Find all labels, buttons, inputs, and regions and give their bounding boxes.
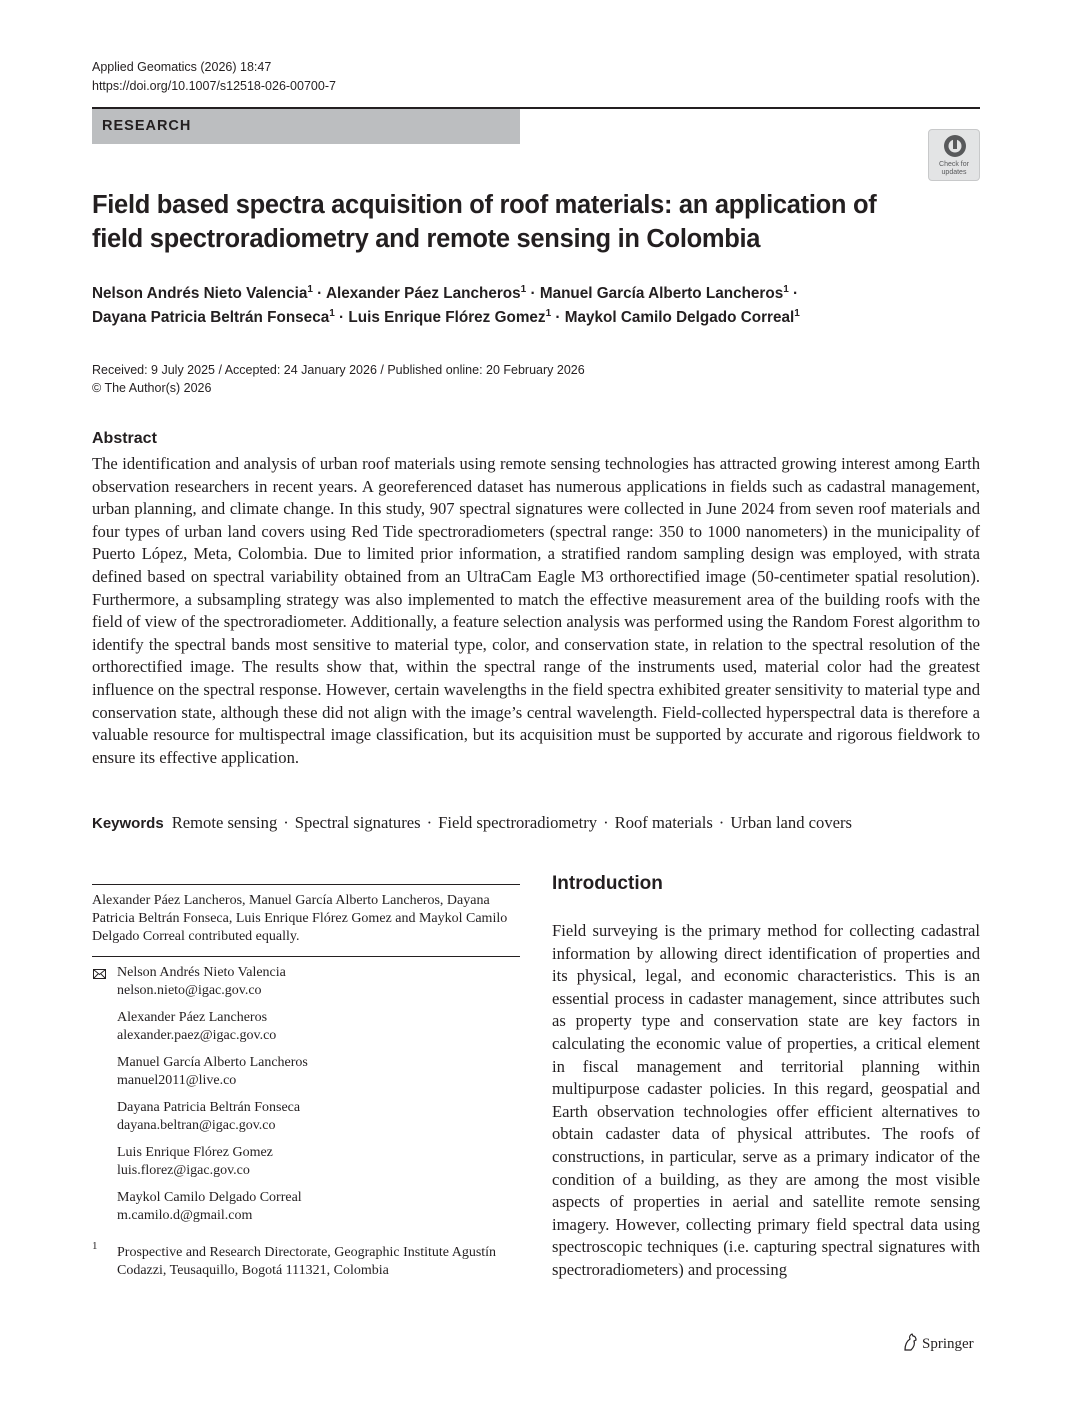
keyword: Field spectroradiometry [438,813,598,832]
abstract-text: The identification and analysis of urban roof materials using remote sensing technologies has attracted growing interest among Earth observation researchers in recent years. A georeferenced dataset has numerous applications in fields such as cadastral management, urban planning, and climate change. In this study, 907 spectral signatures were collected in June 2024 from seven roof materials and four types of urban land covers using Red Tide spectroradiometers (spectral range: 350 to 1000 nanometers) in the municipality of Puerto López, Meta, Colombia. Due to limited prior information, a stratified random sampling design was employed, with strata defined based on spectral variability obtained from an UltraCam Eagle M3 orthorectified image (50-centimeter spatial resolution). Furthermore, a subsampling strategy was also implemented to match the effective measurement area of the building roofs with the field of view of the spectroradiometer. Additionally, a feature selection analysis was performed using the Random Forest algorithm to identify the spectral bands most sensitive to material type, color, and conservation state, in relation to the spectral resolution of the orthorectified image. The results show that, within the spectral range of the instruments used, material color had the greatest influence on the spectral response. However, certain wavelengths in the field spectra exhibited greater sensitivity to material type and conservation state, although these did not align with the image’s central wavelength. Field-collected hyperspectral data is therefore a valuable resource for multispectral image classification, but its acquisition must be supported by accurate and rigorous fieldwork to ensure its effective application. [92,454,980,767]
contact-item [117,1189,302,1225]
keyword: Urban land covers [730,813,852,832]
contact-item [117,1099,300,1135]
affiliation-number: 1 [92,1240,98,1252]
contact-item [117,1009,276,1045]
contact-email[interactable]: luis.florez@igac.gov.co [117,1163,250,1178]
check-updates-label: Check for updates [939,161,969,176]
contact-name: Alexander Páez Lancheros [117,1010,268,1025]
contact-item [117,1054,308,1090]
contact-email[interactable]: manuel2011@live.co [117,1073,237,1088]
keywords [92,812,980,835]
keyword-separator: · [283,813,289,832]
author-affiliation-marker: 1 [545,307,552,319]
author-name[interactable]: Alexander Páez Lancheros [325,285,521,302]
copyright-notice: © The Author(s) 2026 [92,381,212,395]
springer-horse-icon [902,1333,918,1351]
contact-email[interactable]: dayana.beltran@igac.gov.co [117,1118,276,1133]
author-name[interactable]: Manuel García Alberto Lancheros [539,285,784,302]
paper-title: Field based spectra acquisition of roof materials: an application of field spectroradiometry and remote sensing in Colombia [92,191,877,253]
envelope-icon [93,969,106,979]
keyword-list [172,813,852,832]
check-updates-icon [942,133,968,159]
introduction-text: Field surveying is the primary method for collecting cadastral information by allowing direct identification of properties and its physical, legal, and economic characteristics. This is an essential process in cadaster management, since attributes such as property type and conservation state are key factors in calculating the economic value of properties, a critical element in fiscal management and territorial planning within multipurpose cadaster policies. In this regard, geospatial and Earth observation technologies offer efficient alternatives to obtain cadaster data of physical attributes. The roofs of constructions, in particular, serve as a primary indicator of the condition of a building, as they are among the most visible aspects of properties in aerial and satellite remote sensing imagery. However, collecting primary field spectral data using spectroscopic techniques (i.e. capturing spectral signatures with spectroradiometers) and processing [552,921,980,1279]
author-affiliation-marker: 1 [794,307,800,319]
contact-name: Nelson Andrés Nieto Valencia [117,965,286,980]
contact-email[interactable]: alexander.paez@igac.gov.co [117,1028,277,1043]
keyword-separator: · [426,813,433,832]
contact-name: Dayana Patricia Beltrán Fonseca [117,1100,301,1115]
author-name[interactable]: Luis Enrique Flórez Gomez [348,309,546,326]
keyword-separator: · [603,813,609,832]
keywords-label: Keywords [92,815,164,832]
keyword-separator: · [718,813,725,832]
keyword: Roof materials [614,813,713,832]
abstract-heading: Abstract [92,430,157,447]
author-name[interactable]: Nelson Andrés Nieto Valencia [92,285,308,302]
author-list: Nelson Andrés Nieto Valencia$^1$ · Alexander Páez Lancheros$^1$ · Manuel García Alberto Lancheros$^1$ · Dayana Patricia Beltrán Fonseca$^1$ · Luis Enrique Flórez Gomez$^1$ · Maykol Camilo Delgado Correal$^1$ [92,283,800,326]
keyword: Spectral signatures [294,813,421,832]
footnote-rule [92,884,520,885]
author-affiliation-marker: 1 [783,283,789,295]
keyword: Remote sensing [171,813,278,832]
publisher-footer [902,1333,974,1353]
contact-email[interactable]: m.camilo.d@gmail.com [117,1208,253,1223]
journal-citation: Applied Geomatics (2026) 18:47 [92,60,272,74]
contribution-note: Alexander Páez Lancheros, Manuel García Alberto Lancheros, Dayana Patricia Beltrán Fonseca, Luis Enrique Flórez Gomez and Maykol Camilo Delgado Correal contributed equally. [92,893,508,944]
footnote-rule [92,956,520,957]
author-affiliation-marker: 1 [329,307,335,319]
author-name[interactable]: Dayana Patricia Beltrán Fonseca [92,309,330,326]
publication-dates: Received: 9 July 2025 / Accepted: 24 January 2026 / Published online: 20 February 2026 [92,363,585,377]
contact-name: Luis Enrique Flórez Gomez [117,1145,273,1160]
contact-name: Maykol Camilo Delgado Correal [117,1190,302,1205]
contact-item [117,964,286,1000]
contact-email[interactable]: nelson.nieto@igac.gov.co [117,983,262,998]
contact-item [117,1144,273,1180]
article-type-label: RESEARCH [92,109,520,144]
author-name[interactable]: Maykol Camilo Delgado Correal [564,309,795,326]
author-affiliation-marker: 1 [307,283,313,295]
doi-link[interactable]: https://doi.org/10.1007/s12518-026-00700-7 [92,79,336,93]
contact-name: Manuel García Alberto Lancheros [117,1055,308,1070]
introduction-heading: Introduction [552,873,663,894]
affiliation: Prospective and Research Directorate, Geographic Institute Agustín Codazzi, Teusaquillo, Bogotá 111321, Colombia [117,1245,497,1278]
check-for-updates-button[interactable] [928,129,980,181]
publisher-name: Springer [922,1336,974,1352]
author-affiliation-marker: 1 [520,283,527,295]
